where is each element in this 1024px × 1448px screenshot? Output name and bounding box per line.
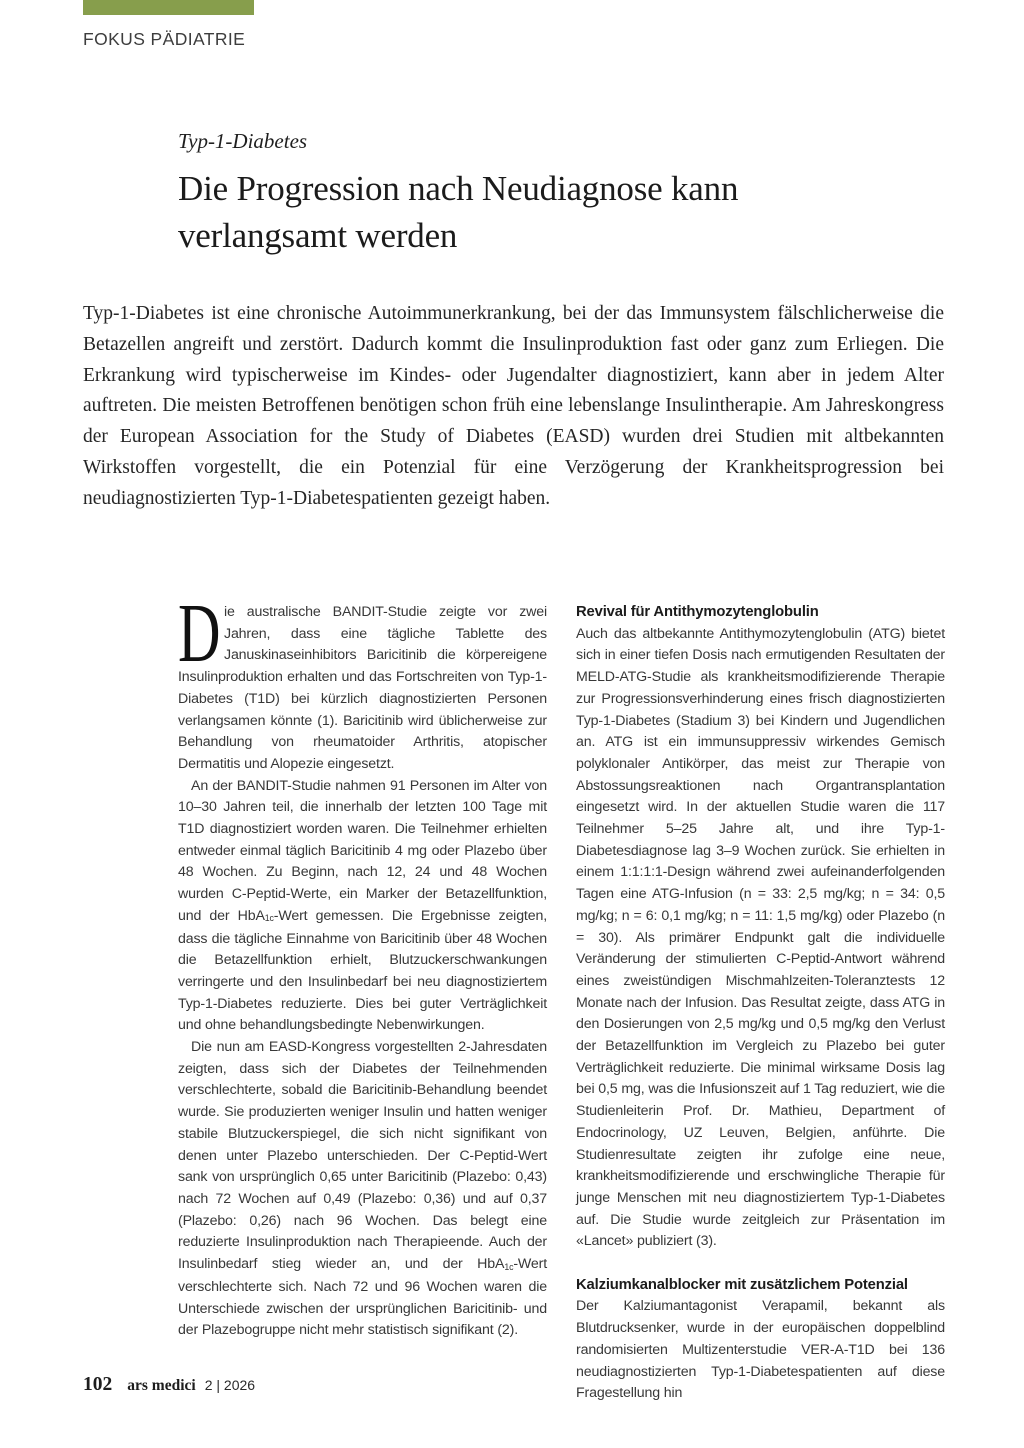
lead-paragraph: Typ-1-Diabetes ist eine chronische Autoimmunerkrankung, bei der das Immunsystem fälschlicherweise die Betazellen angreift und zerstört. Dadurch kommt die Insulinproduktion fast oder ganz zum Erliegen. Die Erkrankung wird typischerweise im Kindes- oder Jugendalter diagnostiziert, kann aber in jedem Alter auftreten. Die meisten Betroffenen benötigen schon früh eine lebenslange Insulintherapie. Am Jahreskongress der European Association for the Study of Diabetes (EASD) wurden drei Studien mit altbekannten Wirkstoffen vorgestellt, die ein Potenzial für eine Verzögerung der Krankheitsprogression bei neudiagnostizierten Typ-1-Diabetespatienten gezeigt haben. xyxy=(83,303,944,509)
issue-label: 2 | 2026 xyxy=(204,1377,256,1393)
page-title: Die Progression nach Neudiagnose kann verlangsamt werden xyxy=(178,169,739,255)
page-number: 102 xyxy=(83,1374,113,1395)
drop-cap: D xyxy=(178,587,221,680)
page-footer xyxy=(83,1374,255,1396)
right-column xyxy=(576,602,945,1405)
section-label: FOKUS PÄDIATRIE xyxy=(83,29,246,49)
journal-name: ars medici xyxy=(127,1377,196,1394)
left-column xyxy=(178,587,547,1405)
article-kicker: Typ-1-Diabetes xyxy=(178,129,308,153)
article-columns xyxy=(178,587,945,1405)
paragraph-bandit-intro: Die australische BANDIT-Studie zeigte vor zwei Jahren, dass eine tägliche Tablette des Januskinaseinhibitors Baricitinib die körpereigene Insulinproduktion erhalten und das Fortschreiten von Typ-1-Diabetes (T1D) bei kürzlich diagnostizierten Personen verlangsamen könnte (1). Baricitinib wird üblicherweise zur Behandlung von rheumatoider Arthritis, atopischer Dermatitis und Alopezie eingesetzt. xyxy=(178,587,547,772)
section-heading-verapamil: Kalziumkanalblocker mit zusätzlichem Potenzial xyxy=(576,1276,908,1293)
section-heading-atg: Revival für Antithymozytenglobulin xyxy=(576,604,819,620)
section-accent-bar xyxy=(83,0,254,15)
paragraph-bandit-design: An der BANDIT-Studie nahmen 91 Personen im Alter von 10–30 Jahren teil, die innerhalb der letzten 100 Tage mit T1D diagnostiziert worden waren. Die Teilnehmer erhielten entweder einmal täglich Baricitinib 4 mg oder Plazebo über 48 Wochen. Zu Beginn, nach 12, 24 und 48 Wochen wurden C-Peptid-Werte, ein Marker der Betazellfunktion, und der HbA$_{1c}$-Wert gemessen. Die Ergebnisse zeigten, dass die tägliche Einnahme von Baricitinib über 48 Wochen die Betazellfunktion erhielt, Blutzuckerschwankungen verringerte und den Insulinbedarf bei neu diagnostiziertem Typ-1-Diabetes reduzierte. Dies bei guter Verträglichkeit und ohne behandlungsbedingte Nebenwirkungen. xyxy=(178,777,547,1034)
paragraph-verapamil: Der Kalziumantagonist Verapamil, bekannt als Blutdrucksenker, wurde in der europäischen doppelblind randomisierten Multizenterstudie VER-A-T1D bei 136 neudiagnostizierten Typ-1-Diabetespatienten auf diese Fragestellung hin xyxy=(576,1298,945,1402)
paragraph-bandit-2year: Die nun am EASD-Kongress vorgestellten 2-Jahresdaten zeigten, dass sich der Diabetes der Teilnehmenden verschlechterte, sobald die Baricitinib-Behandlung beendet wurde. Sie produzierten weniger Insulin und hatten weniger stabile Blutzuckerspiegel, die sich nicht signifikant von denen unter Plazebo unterschieden. Der C-Peptid-Wert sank von ursprünglich 0,65 unter Baricitinib (Plazebo: 0,43) nach 72 Wochen auf 0,49 (Plazebo: 0,36) und auf 0,37 (Plazebo: 0,26) nach 96 Wochen. Das belegt eine reduzierte Insulinproduktion nach Therapieende. Auch der Insulinbedarf stieg wieder an, und der HbA$_{1c}$-Wert verschlechterte sich. Nach 72 und 96 Wochen waren die Unterschiede zwischen der ursprünglichen Baricitinib- und der Plazebogruppe nicht mehr statistisch signifikant (2). xyxy=(178,1039,547,1339)
paragraph-atg: Auch das altbekannte Antithymozytenglobulin (ATG) bietet sich in einer tiefen Dosis nach ermutigenden Resultaten der MELD-ATG-Studie als krankheitsmodifizierende Therapie zur Progressionsverhinderung eines frisch diagnostizierten Typ-1-Diabetes (Stadium 3) bei Kindern und Jugendlichen an. ATG ist ein immunsuppressiv wirkendes Gemisch polyklonaler Antikörper, das meist zur Therapie von Abstossungsreaktionen nach Organtransplantation eingesetzt wird. In der aktuellen Studie waren die 117 Teilnehmer 5–25 Jahre alt, und ihre Typ-1-Diabetesdiagnose lag 3–9 Wochen zurück. Sie erhielten in einem 1:1:1:1-Design während zwei aufeinanderfolgenden Tagen eine ATG-Infusion (n = 33: 2,5 mg/kg; n = 34: 0,5 mg/kg; n = 6: 0,1 mg/kg; n = 11: 1,5 mg/kg) oder Plazebo (n = 30). Als primärer Endpunkt galt die individuelle Veränderung der stimulierten C-Peptid-Antwort während eines zweistündigen Mischmahlzeiten-Toleranztests 12 Monate nach der Infusion. Das Resultat zeigte, dass ATG in den Dosierungen von 2,5 mg/kg und 0,5 mg/kg den Verlust der Betazellfunktion im Vergleich zu Plazebo bei guter Verträglichkeit reduzierte. Die minimal wirksame Dosis lag bei 0,5 mg, was die Infusionszeit auf 1 Tag reduziert, wie die Studienleiterin Prof. Dr. Mathieu, Department of Endocrinology, UZ Leuven, Belgien, anführte. Die Studienresultate zeigten ihr zufolge eine neue, krankheitsmodifizierende und erschwingliche Therapie für junge Menschen mit neu diagnostiziertem Typ-1-Diabetes auf. Die Studie wurde zeitgleich zur Präsentation im «Lancet» publiziert (3). xyxy=(576,625,945,1250)
